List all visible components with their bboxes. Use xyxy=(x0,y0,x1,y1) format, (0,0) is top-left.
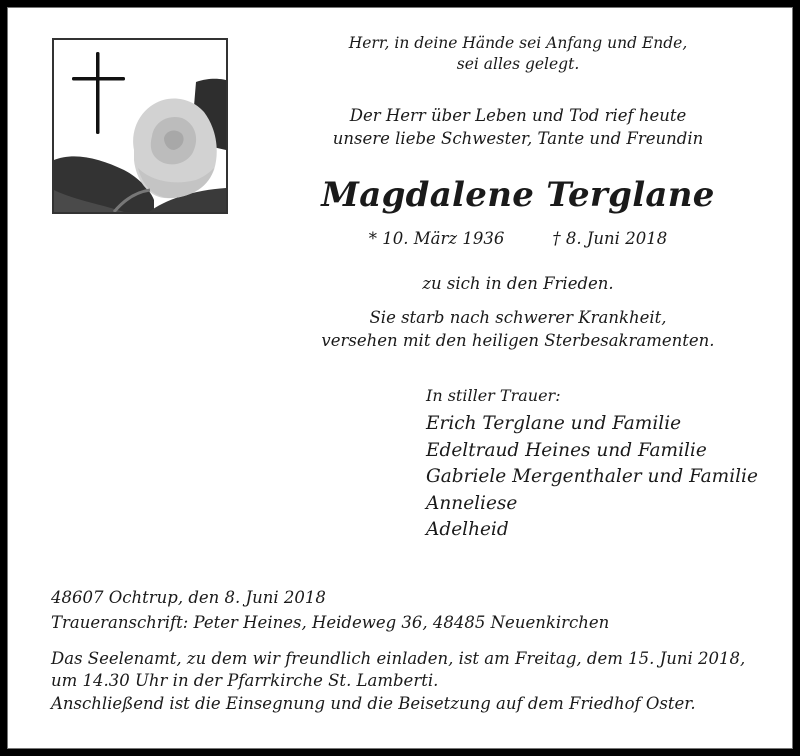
verse-line: sei alles gelegt. xyxy=(456,55,580,73)
announcement-line: Der Herr über Leben und Tod rief heute xyxy=(349,106,687,125)
announcement-line: unsere liebe Schwester, Tante und Freundin xyxy=(332,129,704,148)
memorial-service-info xyxy=(51,648,745,692)
death-date: † 8. Juni 2018 xyxy=(552,229,668,248)
peace-line: zu sich in den Frieden. xyxy=(422,274,614,293)
service-line: Das Seelenamt, zu dem wir freundlich einladen, ist am Freitag, dem 15. Juni 2018, xyxy=(51,649,746,668)
death-announcement xyxy=(308,104,728,150)
obituary-notice xyxy=(8,8,792,748)
mourners-list xyxy=(426,384,758,544)
illness-line: versehen mit den heiligen Sterbesakramenten. xyxy=(321,331,715,350)
place-date: 48607 Ochtrup, den 8. Juni 2018 xyxy=(51,588,326,607)
mourners-label: In stiller Trauer: xyxy=(426,386,561,405)
birth-date: * 10. März 1936 xyxy=(368,229,505,248)
verse-line: Herr, in deine Hände sei Anfang und Ende, xyxy=(348,34,688,52)
opening-verse xyxy=(308,33,728,75)
service-line: um 14.30 Uhr in der Pfarrkirche St. Lamberti. xyxy=(51,671,439,690)
illness-line: Sie starb nach schwerer Krankheit, xyxy=(369,308,667,327)
burial-info: Anschließend ist die Einsegnung und die Beisetzung auf dem Friedhof Oster. xyxy=(51,694,696,713)
mourner-item: Gabriele Mergenthaler und Familie xyxy=(426,466,758,487)
life-dates xyxy=(308,228,728,250)
illness-statement xyxy=(308,306,728,352)
deceased-name: Magdalene Terglane xyxy=(321,175,715,215)
mourner-item: Edeltraud Heines und Familie xyxy=(426,439,707,461)
mourning-address: Traueranschrift: Peter Heines, Heideweg 36, 48485 Neuenkirchen xyxy=(51,613,610,632)
mourner-item: Adelheid xyxy=(426,519,509,540)
mourner-item: Erich Terglane und Familie xyxy=(426,413,682,434)
cross-rose-image xyxy=(52,38,228,214)
mourner-item: Anneliese xyxy=(426,492,518,514)
